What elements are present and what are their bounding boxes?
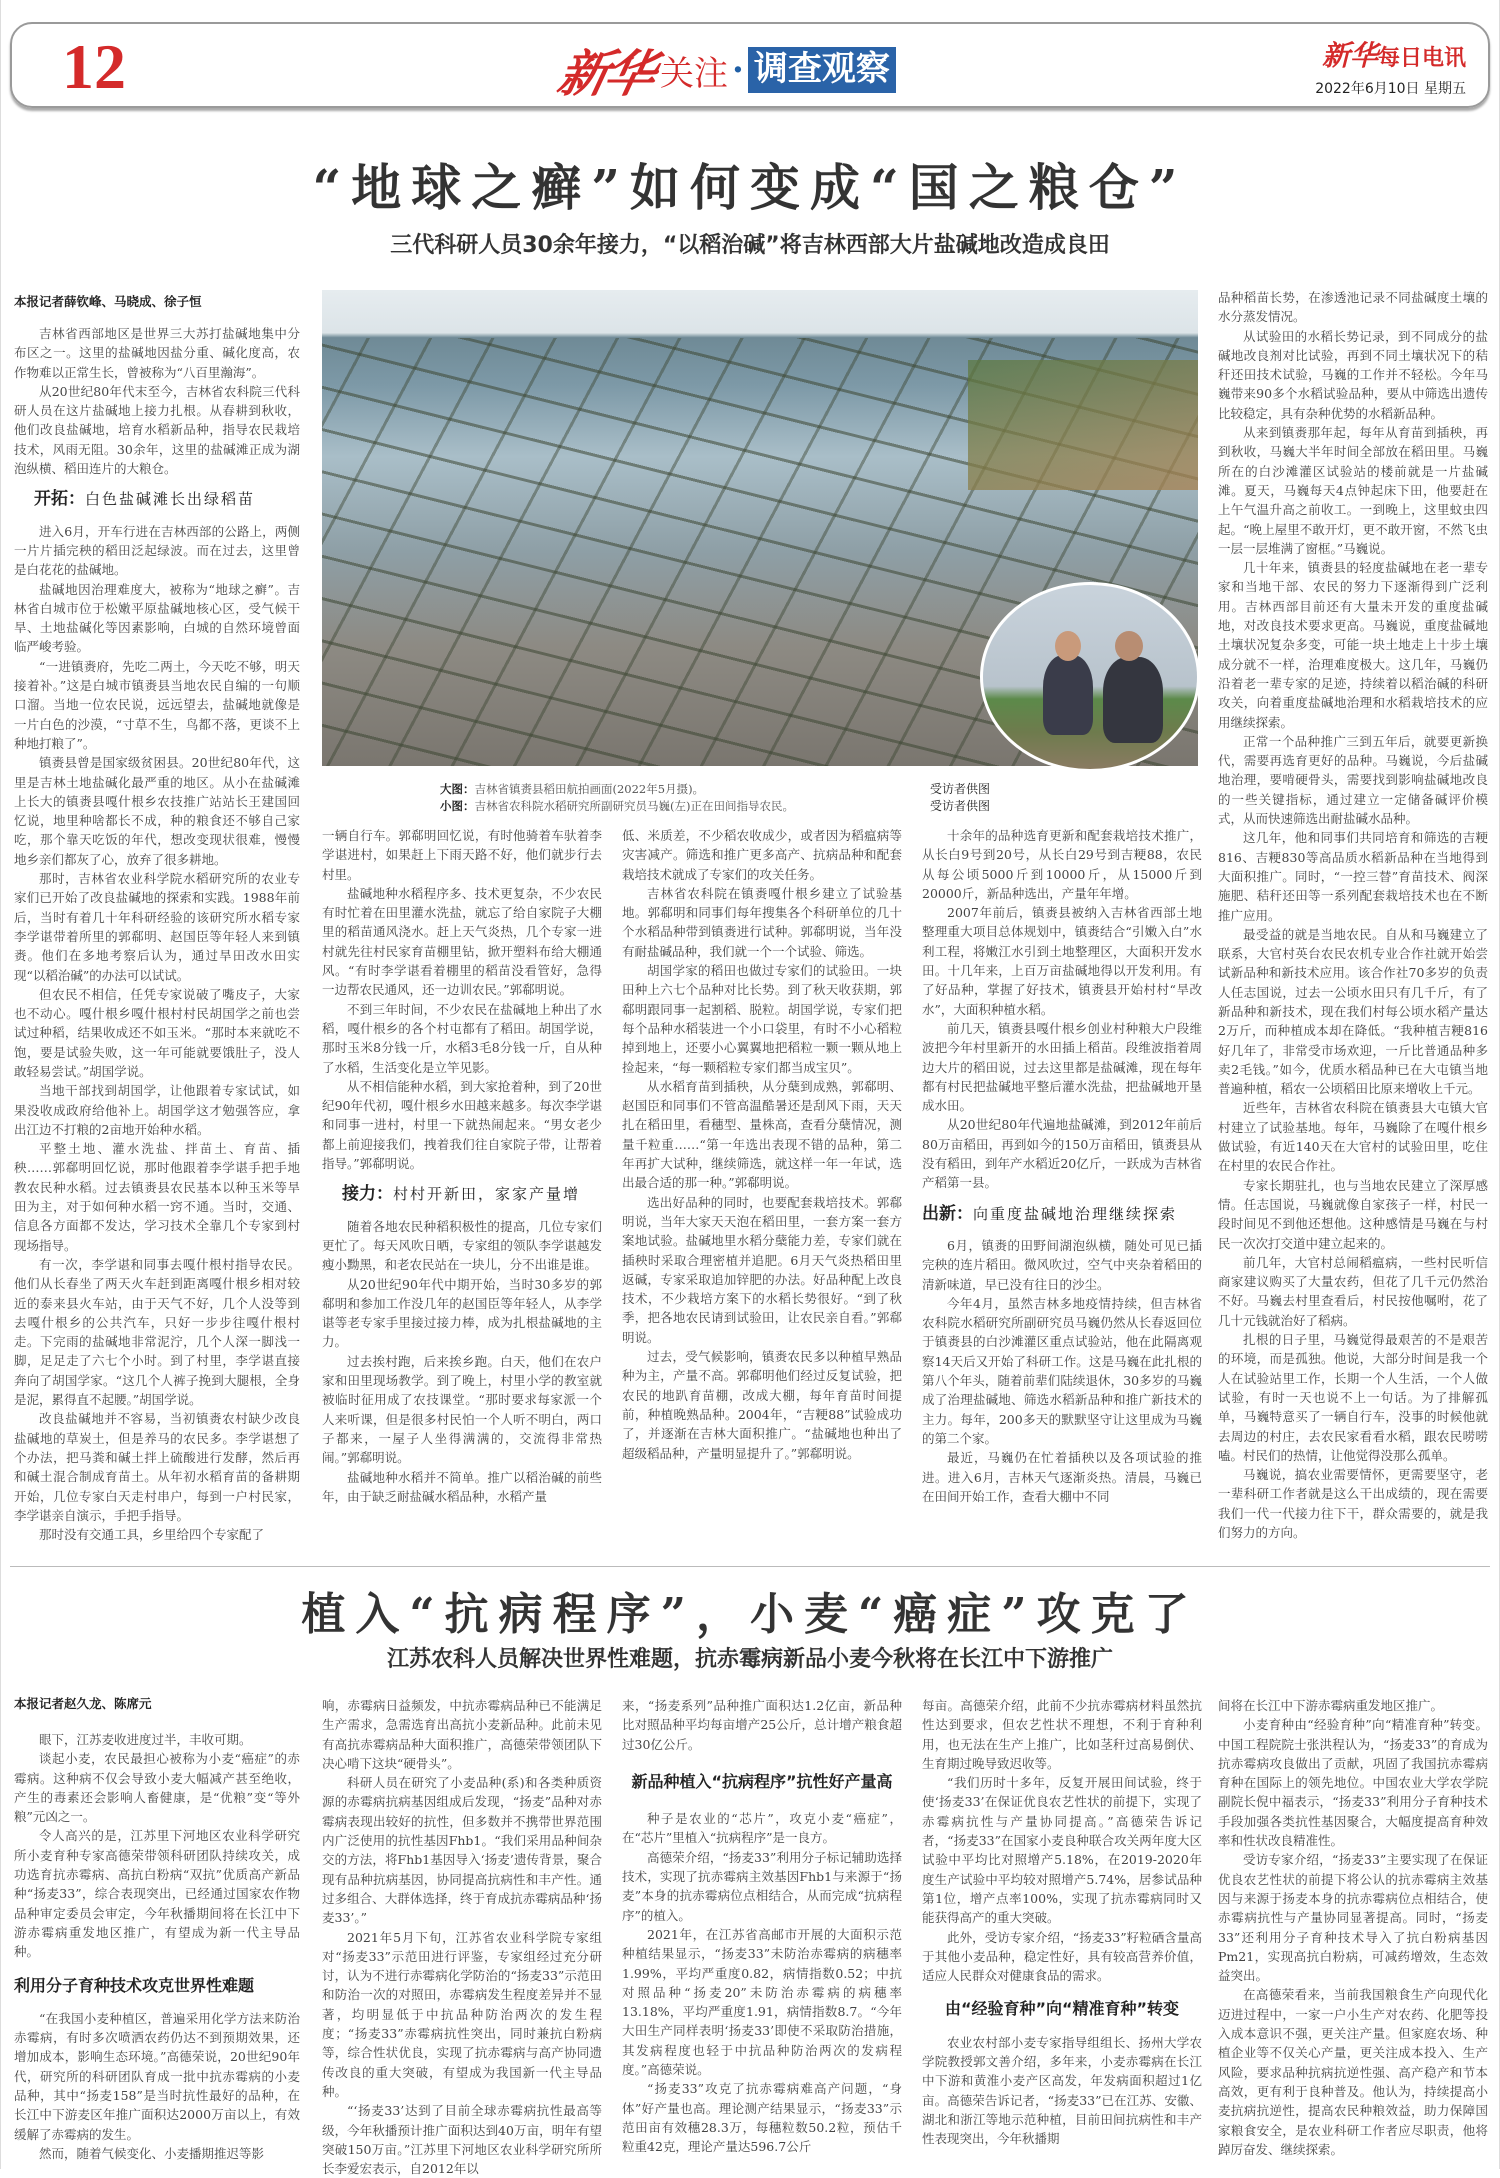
article1-subheadline: 三代科研人员30余年接力，“以稻治碱”将吉林西部大片盐碱地改造成良田 <box>390 233 1110 258</box>
article1-byline: 本报记者薛钦峰、马晓成、徐子恒 <box>14 294 202 309</box>
article2-headline: 植入“抗病程序”，小麦“癌症”攻克了 <box>301 1589 1199 1640</box>
page-border-left <box>0 0 1 2169</box>
section-brand <box>552 34 896 106</box>
article1-column-2: 一辆自行车。郭郗明回忆说，有时他骑着车驮着李学谌进村，如果赶上下雨天路不好，他们就步行去村里。 盐碱地种水稻程序多、技术更复杂，不少农民有时忙着在田里灌水洗盐，就忘了给自家院子大棚里的稻苗通风浇水。赶上天气炎热，几个专家一进村就先往村民家育苗棚里钻，掀开塑料布给大棚通风。“有时李学谌看着棚里的稻苗没看管好，急得一边帮农民通风，还一边训农民。”郭郗明说。 不到三年时间，不少农民在盐碱地上种出了水稻，嘎什根乡的各个村屯都有了稻田。胡国学说，那时玉米8分钱一斤，水稻3毛8分钱一斤，自从种了水稻，生活变化是立竿见影。 从不相信能种水稻，到大家抢着种，到了20世纪90年代初，嘎什根乡水田越来越多。每次李学谌和同事一进村，村里一下就热闹起来。“男女老少都上前迎接我们，拽着我们往自家院子带，让帮着指导。”郭郗明说。 接力：村村开新田，家家产量增 随着各地农民种稻积极性的提高，几位专家们更忙了。每天风吹日晒，专家组的领队李学谌越发瘦小黝黑，和老农民站在一块儿，分不出谁是谁。 从20世纪90年代中期开始，当时30多岁的郭郗明和参加工作没几年的赵国臣等年轻人，从李学谌等老专家手里接过接力棒，成为扎根盐碱地的主力。 过去挨村跑，后来挨乡跑。白天，他们在农户家和田里现场教学。到了晚上，村里小学的教室就被临时征用成了农技课堂。“那时要求每家派一个人来听课，但是很多村民怕一个人听不明白，两口子都来，一屋子人坐得满满的，交流得非常热闹。”郭郗明说。 盐碱地种水稻并不简单。推广以稻治碱的前些年，由于缺乏耐盐碱水稻品种，水稻产量 <box>322 828 602 1504</box>
article2-subheadline: 江苏农科人员解决世界性难题，抗赤霉病新品小麦今秋将在长江中下游推广 <box>386 1647 1113 1672</box>
page-number: 12 <box>62 31 126 102</box>
issue-date: 2022年6月10日 星期五 <box>1315 81 1466 97</box>
article2-column-1: 眼下，江苏麦收进度过半，丰收可期。 谈起小麦，农民最担心被称为小麦“癌症”的赤霉病。这种病不仅会导致小麦大幅减产甚至绝收，产生的毒素还会影响人畜健康，是“优粮”变“等外粮”元凶之一。 令人高兴的是，江苏里下河地区农业科学研究所小麦育种专家高德荣带领科研团队持续攻关，成功选育抗赤霉病、高抗白粉病“双抗”优质高产新品种“扬麦33”，综合表现突出，已经通过国家农作物品种审定委员会审定，今年秋播期间将在长江中下游赤霉病重发地区推广，有望成为新一代主导品种。 利用分子育种技术攻克世界性难题 “在我国小麦种植区，普遍采用化学方法来防治赤霉病，有时多次喷洒农药仍达不到预期效果，还增加成本，影响生态环境。”高德荣说，20世纪90年代，研究所的科研团队育成一批中抗赤霉病的小麦品种，其中“扬麦158”是当时抗性最好的品种，在长江中下游麦区年推广面积达2000万亩以上，有效缓解了赤霉病的发生。 然而，随着气候变化、小麦播期推迟等影 <box>14 1732 300 2161</box>
section-title: 关注 <box>660 53 728 94</box>
article2-section-heading-2: 新品种植入“抗病程序”抗性好产量高 <box>631 1771 893 1791</box>
xinhua-logo: 新华 <box>552 44 658 103</box>
masthead <box>10 22 1490 108</box>
article2-byline: 本报记者赵久龙、陈席元 <box>14 1696 152 1711</box>
paper-name: 新华每日电讯 <box>1321 39 1466 72</box>
xinhua-logo-small: 新华 <box>1321 39 1378 72</box>
article2-column-5: 间将在长江中下游赤霉病重发地区推广。 小麦育种由“经验育种”向“精准育种”转变。中国工程院院士张洪程认为，“扬麦33”的育成为抗赤霉病攻良做出了贡献，巩固了我国抗赤霉病育种在国际上的领先地位。中国农业大学农学院副院长倪中福表示，“扬麦33”利用分子育种技术手段加强各类抗性基因聚合，大幅度提高育种效率和性状改良精准性。 受访专家介绍，“扬麦33”主要实现了在保证优良农艺性状的前提下将公认的抗赤霉病主效基因与来源于扬麦本身的抗赤霉病位点相结合，使赤霉病抗性与产量协同显著提高。同时，“扬麦33”还利用分子育种技术导入了抗白粉病基因Pm21，实现高抗白粉病，可减药增效，生态效益突出。 在高德荣看来，当前我国粮食生产向现代化迈进过程中，一家一户小生产对农药、化肥等投入成本意识不强，更关注产量。但家庭农场、种植企业等不仅关心产量，更关注成本投入、生产风险，要求品种抗病抗逆性强、高产稳产和节本高效，更有利于良种普及。他认为，持续提高小麦抗病抗逆性，提高农民种粮效益，助力保障国家粮食安全，是农业科研工作者应尽职责，他将踔厉奋发、继续探索。 <box>1218 1698 1488 2157</box>
photo-caption: 大图：吉林省镇赉县稻田航拍画面(2022年5月摄)。 小图：吉林省农科院水稻研究所副研究员马巍(左)正在田间指导农民。 <box>440 782 794 813</box>
article1-headline: “地球之癣”如何变成“国之粮仓” <box>312 158 1188 217</box>
paper-brand <box>1315 34 1466 98</box>
article1-column-1: 吉林省西部地区是世界三大苏打盐碱地集中分布区之一。这里的盐碱地因盐分重、碱化度高，农作物难以正常生长，曾被称为“八百里瀚海”。 从20世纪80年代末至今，吉林省农科院三代科研人员在这片盐碱地上接力扎根。从春耕到秋收，他们改良盐碱地，培育水稻新品种，指导农民栽培技术，风雨无阻。30余年，这里的盐碱滩正成为湖泡纵横、稻田连片的大粮仓。 开拓：白色盐碱滩长出绿稻苗 进入6月，开车行进在吉林西部的公路上，两侧一片片插完秧的稻田泛起绿波。而在过去，这里曾是白花花的盐碱地。 盐碱地因治理难度大，被称为“地球之癣”。吉林省白城市位于松嫩平原盐碱地核心区，受气候干旱、土地盐碱化等因素影响，白城的自然环境曾面临严峻考验。 “一进镇赉府，先吃二两土，今天吃不够，明天接着补。”这是白城市镇赉县当地农民自编的一句顺口溜。当地一位农民说，远远望去，盐碱地就像是一片白色的沙漠，“寸草不生，鸟都不落，更谈不上种地打粮了”。 镇赉县曾是国家级贫困县。20世纪80年代，这里是吉林土地盐碱化最严重的地区。从小在盐碱滩上长大的镇赉县嘎什根乡农技推广站站长王建国回忆说，地里种啥都长不成，种的粮食还不够自己家吃，那个靠天吃饭的年代，想改变现状很难，慢慢地乡亲们都灰了心，放弃了很多耕地。 那时，吉林省农业科学院水稻研究所的农业专家们已开始了改良盐碱地的探索和实践。1988年前后，当时有着几十年科研经验的该研究所水稻专家李学谌带着所里的郭郗明、赵国臣等年轻人来到镇赉。他们在多地考察后认为，通过旱田改水田实现“以稻治碱”的办法可以试试。 但农民不相信，任凭专家说破了嘴皮子，大家也不动心。嘎什根乡嘎什根村村民胡国学之前也尝试过种稻，结果收成还不如玉米。“那时本来就吃不饱，要是试验失败，这一年可能就要饿肚子，没人敢轻易尝试。”胡国学说。 当地干部找到胡国学，让他跟着专家试试，如果没收成政府给他补上。胡国学这才勉强答应，拿出江边不打粮的2亩地开始种水稻。 平整土地、灌水洗盐、拌苗土、育苗、插秧……郭郗明回忆说，那时他跟着李学谌手把手地教农民种水稻。过去镇赉县农民基本以种玉米等旱田为主，对于如何种水稻一窍不通。当时，交通、信息各方面都不发达，学习技术全靠几个专家到村现场指导。 有一次，李学谌和同事去嘎什根村指导农民。他们从长春坐了两天火车赶到距离嘎什根乡相对较近的泰来县火车站，由于天气不好，几个人没等到去嘎什根乡的公共汽车，只好一步步往嘎什根村走。下完雨的盐碱地非常泥泞，几个人深一脚浅一脚，足足走了六七个小时。到了村里，李学谌直接奔向了胡国学家。“这几个人裤子挽到大腿根，全身是泥，累得直不起腰。”胡国学说。 改良盐碱地并不容易，当初镇赉农村缺少改良盐碱地的草炭土，但是养马的农民多。李学谌想了个办法，把马粪和碱土拌上硫酸进行发酵，然后再和碱土混合制成育苗土。从年初水稻育苗的备耕期开始，几位专家白天走村串户，每到一户村民家，李学谌亲自演示，手把手指导。 那时没有交通工具，乡里给四个专家配了 <box>14 326 300 1543</box>
article2-section-heading-3: 由“经验育种”向“精准育种”转变 <box>944 1999 1180 2019</box>
article1-column-3: 低、米质差，不少稻农收成少，或者因为稻瘟病等灾害减产。筛选和推广更多高产、抗病品种和配套栽培技术就成了专家们的攻关任务。 吉林省农科院在镇赉嘎什根乡建立了试验基地。郭郗明和同事们每年搜集各个科研单位的几十个水稻品种带到镇赉进行试种。郭郗明说，当年没有耐盐碱品种，我们就一个一个试验、筛选。 胡国学家的稻田也做过专家们的试验田。一块田种上六七个品种对比长势。到了秋天收获期，郭郗明跟同事一起割稻、脱粒。胡国学说，专家们把每个品种水稻装进一个小口袋里，有时不小心稻粒掉到地上，还要小心翼翼地把稻粒一颗一颗从地上捡起来，“每一颗稻粒专家们都当成宝贝”。 从水稻育苗到插秧，从分蘖到成熟，郭郗明、赵国臣和同事们不管高温酷暑还是刮风下雨，天天扎在稻田里，看穗型、量株高，查看分蘖情况，测量千粒重……“第一年选出表现不错的品种，第二年再扩大试种，继续筛选，就这样一年一年试，选出最合适的那一种。”郭郗明说。 选出好品种的同时，也要配套栽培技术。郭郗明说，当年大家天天泡在稻田里，一套方案一套方案地试验。盐碱地里水稻分蘖能力差，专家们就在插秧时采取合理密植并追肥。6月天气炎热稻田里返碱，专家采取追加锌肥的办法。好品种配上改良技术，不少栽培方案下的水稻长势很好。“到了秋季，把各地农民请到试验田，让农民亲自看。”郭郗明说。 过去，受气候影响，镇赉农民多以种植早熟品种为主，产量不高。郭郗明他们经过反复试验，把农民的地趴育苗棚，改成大棚，每年育苗时间提前，种植晚熟品种。2004年，“吉粳88”试验成功了，并逐渐在吉林大面积推广。“盐碱地也种出了超级稻品种，产量明显提升了。”郭郗明说。 <box>622 828 902 1461</box>
article1-section-heading-3: 出新：向重度盐碱地治理继续探索 <box>922 1203 1178 1224</box>
article2-column-3: 来，“扬麦系列”品种推广面积达1.2亿亩，新品种比对照品种平均每亩增产25公斤，总计增产粮食超过30亿公斤。 新品种植入“抗病程序”抗性好产量高 种子是农业的“芯片”，攻克小麦“癌症”，在“芯片”里植入“抗病程序”是一良方。 高德荣介绍，“扬麦33”利用分子标记辅助选择技术，实现了抗赤霉病主效基因Fhb1与来源于“扬麦”本身的抗赤霉病位点相结合，从而完成“抗病程序”的植入。 2021年，在江苏省高邮市开展的大面积示范种植结果显示，“扬麦33”未防治赤霉病的病穗率1.99%，平均严重度0.82，病情指数0.52；中抗对照品种“扬麦20”未防治赤霉病的病穗率13.18%，平均严重度1.91，病情指数8.7。“今年大田生产同样表明‘扬麦33’即使不采取防治措施，其发病程度也轻于中抗品种防治两次的发病程度。”高德荣说。 “扬麦33”攻克了抗赤霉病难高产问题，“身体”好产量也高。理论测产结果显示，“扬麦33”示范田亩有效穗28.3万，每穗粒数50.2粒，预估千粒重42克，理论产量达596.7公斤 <box>622 1698 902 2155</box>
article1-section-heading-1: 开拓：白色盐碱滩长出绿稻苗 <box>34 489 256 510</box>
article1-column-4: 十余年的品种选育更新和配套栽培技术推广，从长白9号到20号，从长白29号到吉粳88，农民从每公顷5000斤到10000斤，从15000斤到20000斤，新品种选出，产量年年增。 2007年前后，镇赉县被纳入吉林省西部土地整理重大项目总体规划中，镇赉结合“引嫩入白”水利工程，将嫩江水引到土地整理区，大面积开发水田。十几年来，上百万亩盐碱地得以开发利用。有了好品种，掌握了好技术，镇赉县开始村村“旱改水”，大面积种植水稻。 前几天，镇赉县嘎什根乡创业村种粮大户段维波把今年村里新开的水田插上稻苗。段维波指着周边大片的稻田说，过去这里都是盐碱滩，现在每年都有村民把盐碱地平整后灌水洗盐，把盐碱地开垦成水田。 从20世纪80年代遍地盐碱滩，到2012年前后80万亩稻田，再到如今的150万亩稻田，镇赉县从没有稻田，到年产水稻近20亿斤，一跃成为吉林省产稻第一县。 出新：向重度盐碱地治理继续探索 6月，镇赉的田野间湖泡纵横，随处可见已插完秧的连片稻田。微风吹过，空气中夹杂着稻田的清新味道，早已没有往日的沙尘。 今年4月，虽然吉林多地疫情持续，但吉林省农科院水稻研究所副研究员马巍仍然从长春返回位于镇赉县的白沙滩灌区重点试验站，他在此隔离观察14天后又开始了科研工作。这是马巍在此扎根的第八个年头，随着前辈们陆续退休，30多岁的马巍成了治理盐碱地、筛选水稻新品种和推广新技术的主力。每年，200多天的默默坚守让这里成为马巍的第二个家。 最近，马巍仍在忙着插秧以及各项试验的推进。进入6月，吉林天气逐渐炎热。清晨，马巍已在田间开始工作，查看大棚中不同 <box>922 828 1202 1504</box>
article-divider <box>10 1566 1490 1567</box>
article1-section-heading-2: 接力：村村开新田，家家产量增 <box>342 1184 581 1205</box>
section-column-badge: 调查观察 <box>748 47 896 92</box>
section-separator: · <box>732 50 744 90</box>
article2-column-4: 每亩。高德荣介绍，此前不少抗赤霉病材料虽然抗性达到要求，但农艺性状不理想，不利于育种利用，也无法在生产上推广，比如茎秆过高易倒伏、生育期过晚导致迟收等。 “我们历时十多年，反复开展田间试验，终于使‘扬麦33’在保证优良农艺性状的前提下，实现了赤霉病抗性与产量协同提高。”高德荣告诉记者，“扬麦33”在国家小麦良种联合攻关两年度大区试验中平均比对照增产5.18%，在2019-2020年度生产试验中平均较对照增产5.74%，居参试品种第1位，增产点率100%，实现了抗赤霉病同时又能获得高产的重大突破。 此外，受访专家介绍，“扬麦33”籽粒硒含量高于其他小麦品种，稳定性好，具有较高营养价值，适应人民群众对健康食品的需求。 由“经验育种”向“精准育种”转变 农业农村部小麦专家指导组组长、扬州大学农学院教授郭文善介绍，多年来，小麦赤霉病在长江中下游和黄淮小麦产区高发，年发病面积超过1亿亩。高德荣告诉记者，“扬麦33”已在江苏、安徽、湖北和浙江等地示范种植，目前田间抗病性和丰产性表现突出，今年秋播期 <box>922 1698 1202 2147</box>
article2-section-heading-1: 利用分子育种技术攻克世界性难题 <box>14 1975 255 1995</box>
article2-column-2: 响，赤霉病日益频发，中抗赤霉病品种已不能满足生产需求，急需选育出高抗小麦新品种。此前未见有高抗赤霉病品种大面积推广，高德荣带领团队下决心啃下这块“硬骨头”。 科研人员在研究了小麦品种(系)和各类种质资源的赤霉病抗病基因组成后发现，“扬麦”品种对赤霉病表现出较好的抗性，但多数并不携带世界范围内广泛使用的抗性基因Fhb1。“我们采用品种间杂交的方法，将Fhb1基因导入‘扬麦’遗传背景，聚合现有品种抗病基因，协同提高抗病性和丰产性。通过多组合、大群体选择，终于育成抗赤霉病品种‘扬麦33’。” 2021年5月下旬，江苏省农业科学院专家组对“扬麦33”示范田进行评鉴，专家组经过充分研讨，认为不进行赤霉病化学防治的“扬麦33”示范田和防治一次的对照田，赤霉病发生程度差异并不显著，均明显低于中抗品种防治两次的发生程度；“扬麦33”赤霉病抗性突出，同时兼抗白粉病等，综合性状优良，实现了抗赤霉病与高产协同遗传改良的重大突破，有望成为我国新一代主导品种。 “‘扬麦33’达到了目前全球赤霉病抗性最高等级，今年秋播预计推广面积达到40万亩，明年有望突破150万亩。”江苏里下河地区农业科学研究所所长李爱宏表示，自2012年以 <box>322 1698 602 2177</box>
article1-column-5: 品种稻苗长势，在渗透池记录不同盐碱度土壤的水分蒸发情况。 从试验田的水稻长势记录，到不同成分的盐碱地改良剂对比试验，再到不同土壤状况下的秸秆还田技术试验，马巍的工作并不轻松。今年马巍带来90多个水稻试验品种，要从中筛选出遗传比较稳定，具有杂种优势的水稻新品种。 从来到镇赉那年起，每年从育苗到插秧，再到秋收，马巍大半年时间全部放在稻田里。马巍所在的白沙滩灌区试验站的楼前就是一片盐碱滩。夏天，马巍每天4点钟起床下田，他要赶在上午气温升高之前收工。一到晚上，这里蚊虫四起。“晚上屋里不敢开灯，更不敢开窗，不然飞虫一层一层堆满了窗框。”马巍说。 几十年来，镇赉县的轻度盐碱地在老一辈专家和当地干部、农民的努力下逐渐得到广泛利用。吉林西部目前还有大量未开发的重度盐碱地，对改良技术要求更高。马巍说，重度盐碱地土壤状况复杂多变，可能一块土地走上十步土壤成分就不一样，治理难度极大。这几年，马巍仍沿着老一辈专家的足迹，持续着以稻治碱的科研攻关，向着重度盐碱地治理和水稻栽培技术的应用继续探索。 正常一个品种推广三到五年后，就要更新换代，需要再选育更好的品种。马巍说，今后盐碱地治理，要啃硬骨头，需要找到影响盐碱地改良的一些关键指标，通过建立一定储备碱评价模式，从而快速筛选出耐盐碱水品种。 这几年，他和同事们共同培育和筛选的吉粳816、吉粳830等高品质水稻新品种在当地得到大面积推广。同时，“一控三替”育苗技术、阀深施肥、秸秆还田等一系列配套栽培技术也在不断推广应用。 最受益的就是当地农民。自从和马巍建立了联系，大官村英台农民农机专业合作社就开始尝试新品种和新技术应用。该合作社70多岁的负责人任志国说，过去一公顷水田只有几千斤，有了新品种和新技术，现在我们村每公顷水稻产量达2万斤，而种植成本却在降低。“我种植吉粳816好几年了，非常受市场欢迎，一斤比普通品种多卖2毛钱。”如今，优质水稻品种已在大屯镇当地普遍种植，稻农一公顷稻田比原来增收上千元。 近些年，吉林省农科院在镇赉县大屯镇大官村建立了试验基地。每年，马巍除了在嘎什根乡做试验，有近140天在大官村的试验田里，吃住在村里的农民合作社。 专家长期驻扎，也与当地农民建立了深厚感情。任志国说，马巍就像自家孩子一样，村民一段时间见不到他还想他。这种感情是马巍在与村民一次次打交道中建立起来的。 前几年，大官村总闹稻瘟病，一些村民听信商家建议购买了大量农药，但花了几千元仍然治不好。马巍去村里查看后，村民按他嘱咐，花了几十元钱就治好了稻病。 扎根的日子里，马巍觉得最艰苦的不是艰苦的环境，而是孤独。他说，大部分时间是我一个人在试验站里工作，长期一个人生活，一个人做试验，有时一天也说不上一句话。为了排解孤单，马巍特意买了一辆自行车，没事的时候他就去周边的村庄，去农民家看看水稻，跟农民唠唠嗑。村民们的热情，让他觉得没那么孤单。 马巍说，搞农业需要情怀，更需要坚守，老一辈科研工作者就是这么干出成绩的，现在需要我们一代一代接力往下干，群众需要的，就是我们努力的方向。 <box>1218 290 1488 1540</box>
inset-photo-researcher <box>980 582 1200 772</box>
photo-credit: 受访者供图 受访者供图 <box>930 782 991 813</box>
